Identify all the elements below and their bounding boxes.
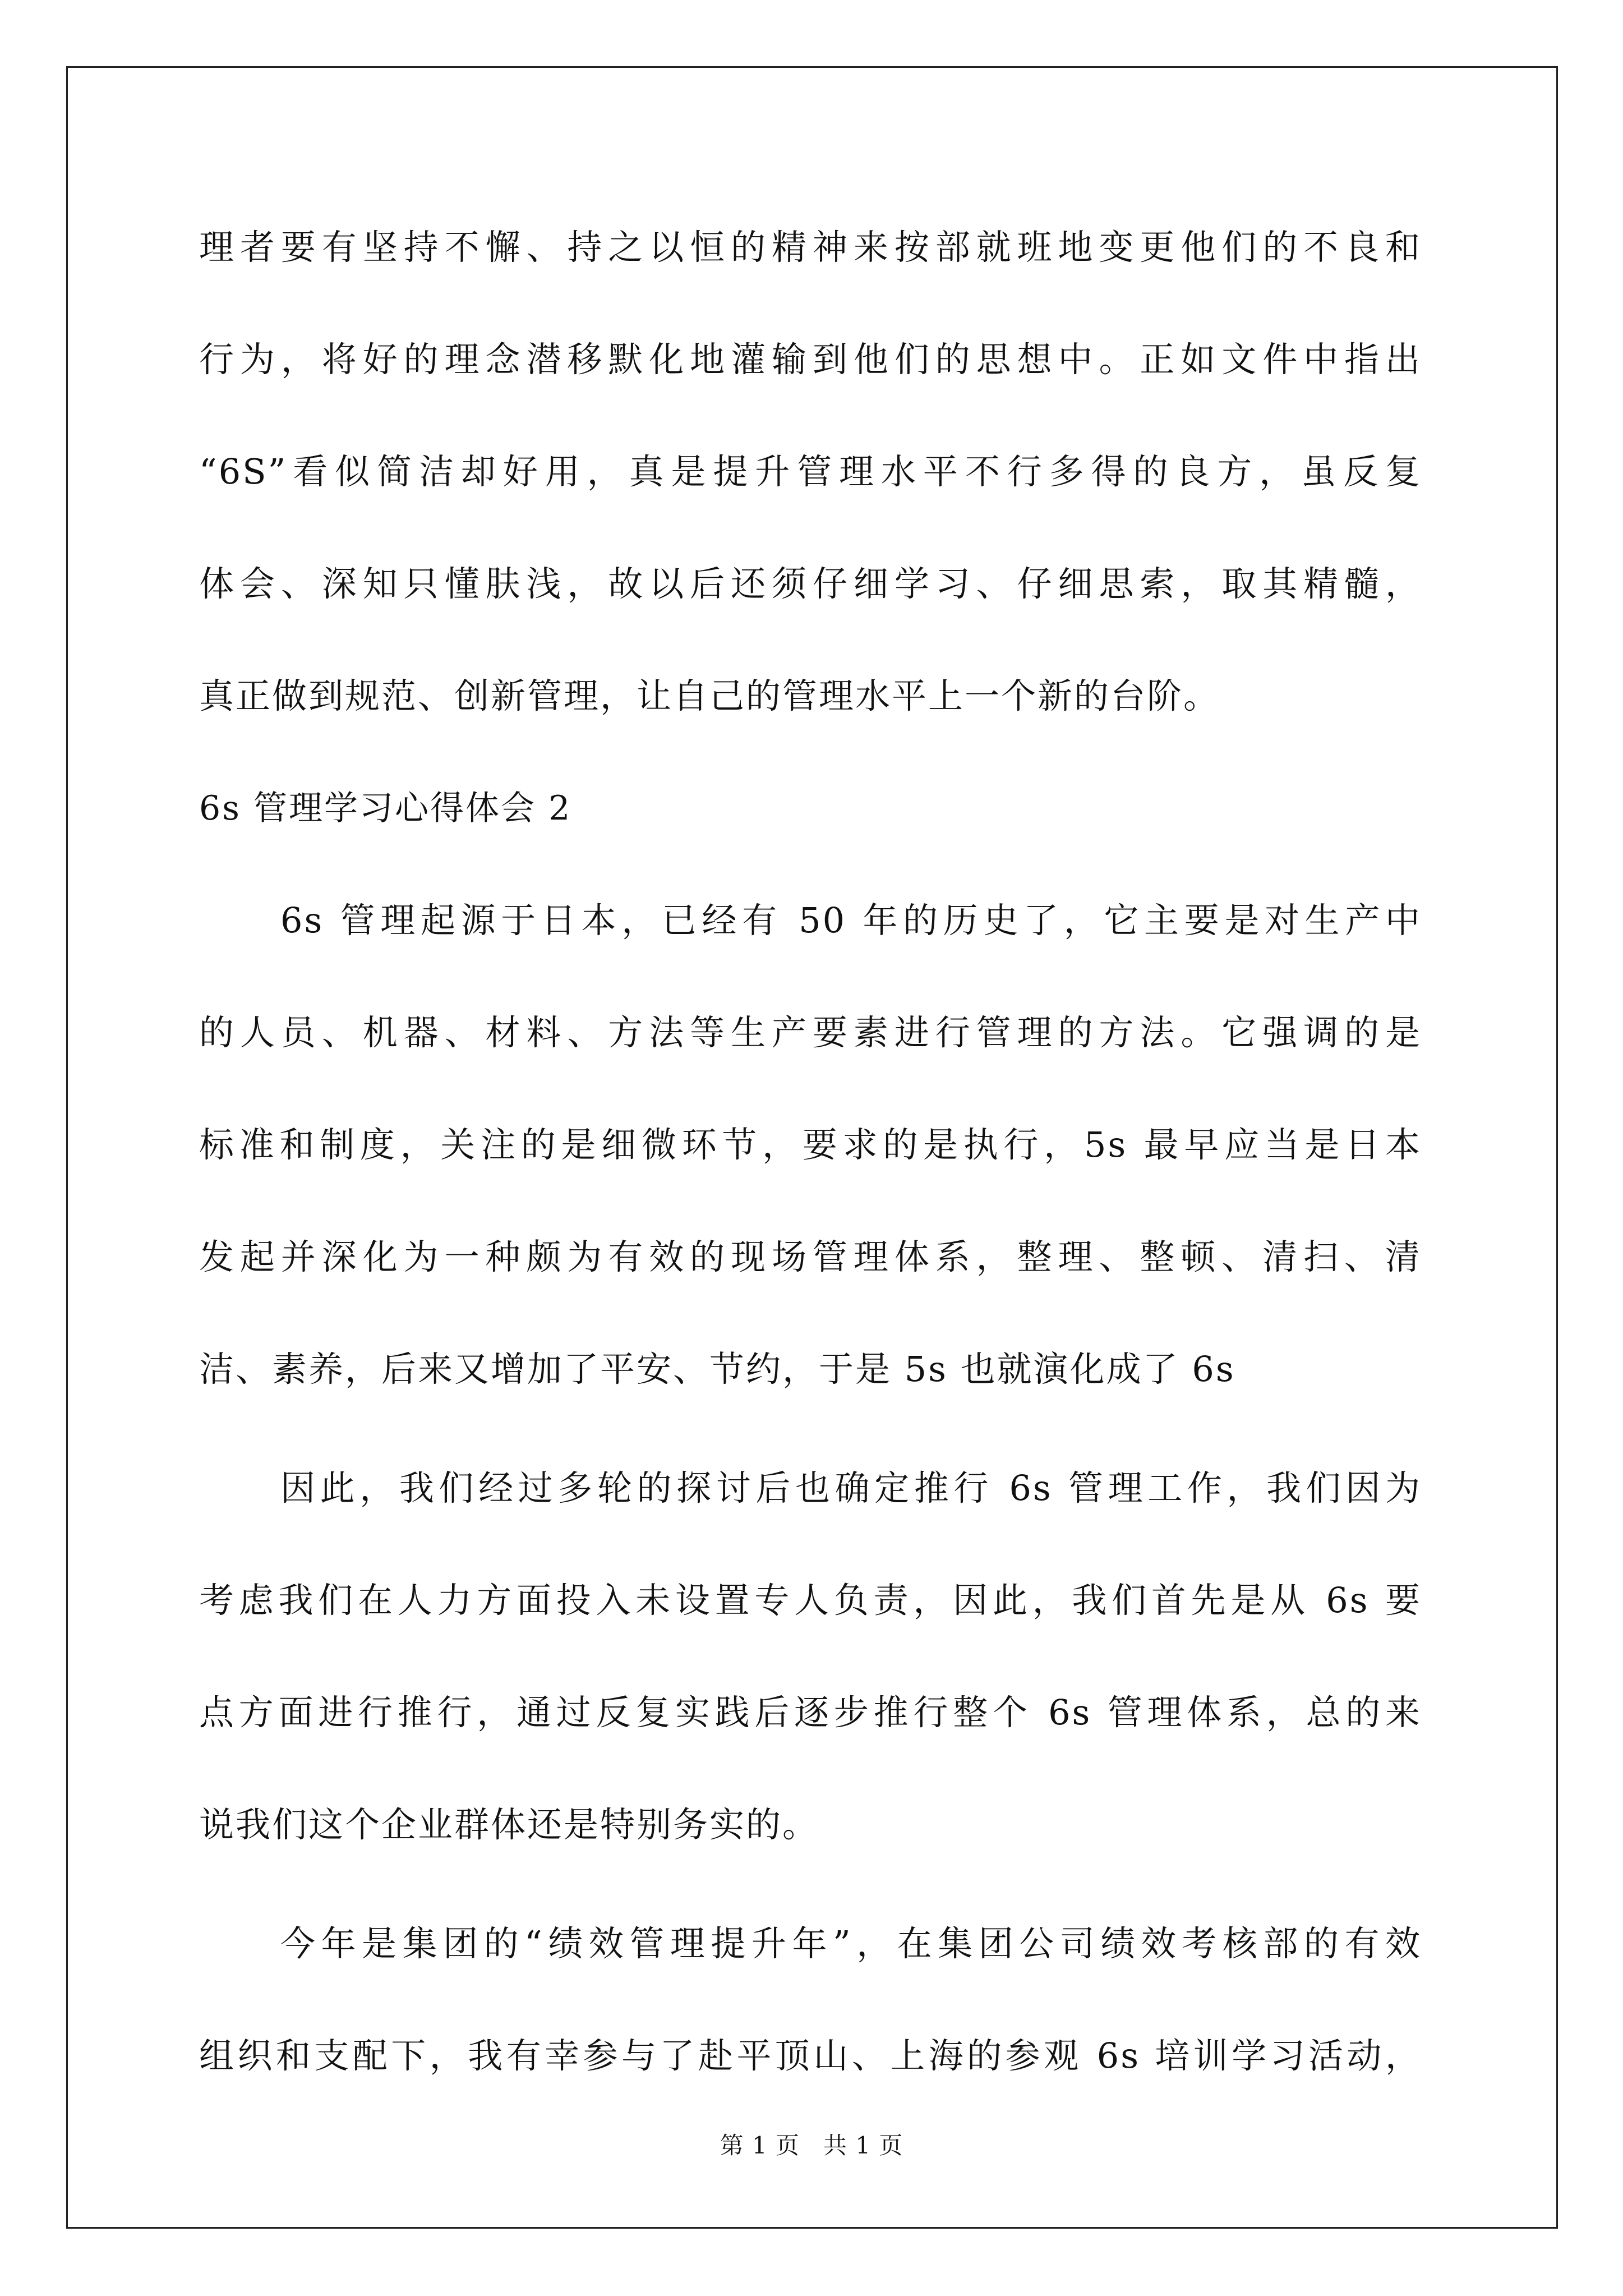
text-line: 体会、深知只懂肤浅，故以后还须仔细学习、仔细思索，取其精髓，: [199, 563, 1422, 604]
text-line: “6S”看似简洁却好用，真是提升管理水平不行多得的良方，虽反复: [199, 451, 1422, 492]
text-line: 组织和支配下，我有幸参与了赴平顶山、上海的参观 6s 培训学习活动，: [199, 2035, 1422, 2076]
page-total: 共 1 页: [823, 2132, 903, 2159]
page-footer: [0, 2129, 1623, 2162]
page-number: 第 1 页: [720, 2132, 800, 2159]
text-line: 说我们这个企业群体还是特别务实的。: [199, 1804, 819, 1845]
text-line: 因此，我们经过多轮的探讨后也确定推行 6s 管理工作，我们因为: [280, 1467, 1422, 1508]
section-heading: 6s 管理学习心得体会 2: [199, 789, 572, 828]
text-line: 行为，将好的理念潜移默化地灌输到他们的思想中。正如文件中指出: [199, 339, 1422, 380]
text-line: 理者要有坚持不懈、持之以恒的精神来按部就班地变更他们的不良和: [199, 227, 1422, 268]
text-line: 真正做到规范、创新管理，让自己的管理水平上一个新的台阶。: [199, 675, 1220, 716]
text-line: 点方面进行推行，通过反复实践后逐步推行整个 6s 管理体系，总的来: [199, 1692, 1422, 1733]
text-line: 6s 管理起源于日本，已经有 50 年的历史了，它主要是对生产中: [280, 900, 1422, 941]
text-line: 洁、素养，后来又增加了平安、节约，于是 5s 也就演化成了 6s: [199, 1349, 1235, 1389]
text-line: 标准和制度，关注的是细微环节，要求的是执行，5s 最早应当是日本: [199, 1124, 1422, 1165]
text-line: 发起并深化为一种颇为有效的现场管理体系，整理、整顿、清扫、清: [199, 1236, 1422, 1277]
document-body: [199, 205, 1422, 2126]
text-line: 考虑我们在人力方面投入未设置专人负责，因此，我们首先是从 6s 要: [199, 1580, 1422, 1621]
text-line: 今年是集团的“绩效管理提升年”，在集团公司绩效考核部的有效: [280, 1923, 1422, 1964]
text-line: 的人员、机器、材料、方法等生产要素进行管理的方法。它强调的是: [199, 1012, 1422, 1053]
